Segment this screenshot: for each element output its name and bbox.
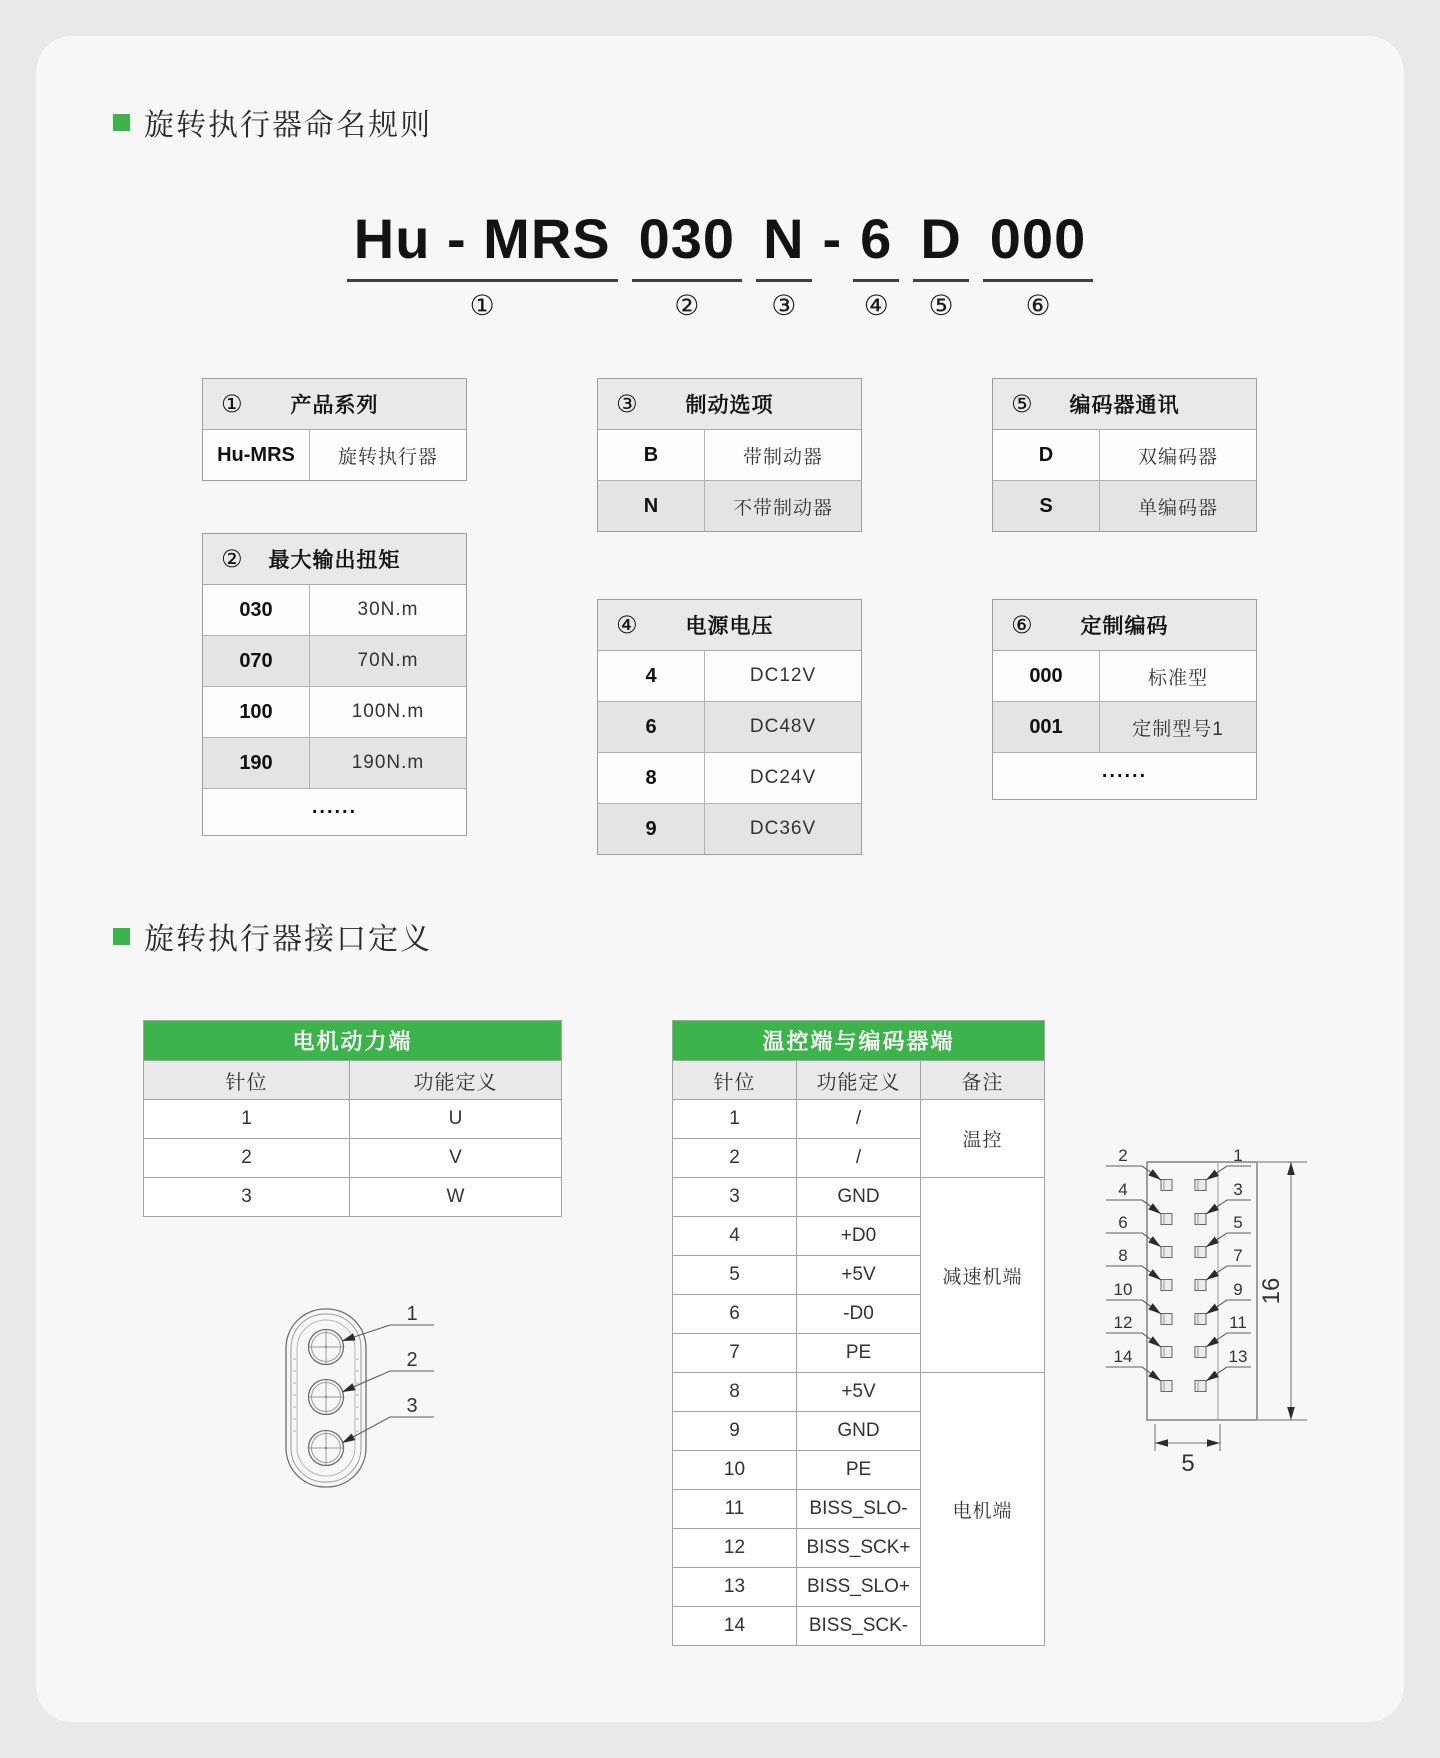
pin-squares — [1161, 1180, 1206, 1392]
func-cell: +5V — [797, 1256, 921, 1295]
model-segment-series: Hu - MRS ① — [354, 210, 611, 322]
desc-cell: DC36V — [749, 818, 817, 839]
pin-cell: 6 — [673, 1295, 797, 1334]
dim-height-label: 16 — [1258, 1277, 1285, 1305]
pin-label: 9 — [1233, 1280, 1243, 1299]
table-row — [203, 686, 466, 737]
segment-underline — [756, 279, 811, 282]
pin-cell: 1 — [673, 1100, 797, 1139]
naming-table-encoder-comm — [992, 378, 1257, 532]
model-segment-voltage: 6 ④ — [860, 210, 892, 322]
table-header — [993, 379, 1256, 430]
green-square-bullet-icon — [113, 114, 130, 131]
pin-cell: 14 — [673, 1607, 797, 1646]
func-cell: PE — [797, 1334, 921, 1373]
col-header-pin: 针位 — [673, 1061, 797, 1100]
func-cell: BISS_SCK+ — [797, 1529, 921, 1568]
left-pin-callouts — [1106, 1146, 1161, 1381]
pin-label: 4 — [1118, 1180, 1128, 1199]
code-cell: 001 — [993, 702, 1100, 752]
pin-3-socket — [309, 1431, 344, 1466]
desc-cell: 带制动器 — [742, 446, 823, 468]
circled-mark-2: ② — [674, 288, 700, 322]
desc-cell: 双编码器 — [1137, 446, 1218, 468]
pin-cell: 13 — [673, 1568, 797, 1607]
desc-cell: 30N.m — [357, 599, 419, 620]
table-row — [144, 1178, 562, 1217]
code-cell: 4 — [598, 651, 705, 701]
func-cell: BISS_SLO+ — [797, 1568, 921, 1607]
pin-cell: 5 — [673, 1256, 797, 1295]
table-row — [598, 430, 861, 480]
pin-label: 11 — [1229, 1313, 1247, 1332]
pin-label-1: 1 — [406, 1303, 418, 1325]
table-row — [598, 651, 861, 701]
table-row — [993, 480, 1256, 531]
pin-cell: 10 — [673, 1451, 797, 1490]
pin-cell: 7 — [673, 1334, 797, 1373]
code-cell: 8 — [598, 753, 705, 803]
circled-mark-3: ③ — [771, 288, 797, 322]
naming-table-supply-voltage — [597, 599, 862, 855]
desc-cell: 不带制动器 — [732, 497, 833, 519]
desc-cell: DC48V — [749, 716, 817, 737]
section-interface-header — [113, 918, 432, 954]
motor-power-table — [143, 1020, 562, 1217]
table-row — [144, 1139, 562, 1178]
ellipsis-row: ...... — [993, 752, 1256, 799]
model-segment-encoder: D ⑤ — [920, 210, 961, 322]
naming-table-custom-code — [992, 599, 1257, 800]
circled-mark: ② — [221, 545, 243, 573]
desc-cell: DC12V — [749, 665, 817, 686]
table-row — [203, 635, 466, 686]
code-cell: Hu-MRS — [203, 430, 310, 480]
model-code — [0, 207, 1440, 322]
pin-2-socket — [309, 1380, 344, 1415]
pin-label: 13 — [1228, 1347, 1248, 1366]
width-dimension — [1155, 1424, 1220, 1477]
table-row — [993, 651, 1256, 701]
circled-mark: ⑤ — [1011, 390, 1033, 418]
segment-underline — [632, 279, 742, 282]
code-cell: 190 — [203, 738, 310, 788]
group-note-reducer: 减速机端 — [921, 1178, 1045, 1373]
func-cell: V — [350, 1139, 562, 1178]
func-cell: / — [797, 1139, 921, 1178]
desc-cell: 190N.m — [351, 752, 425, 773]
pin-cell: 2 — [673, 1139, 797, 1178]
func-cell: +5V — [797, 1373, 921, 1412]
col-header-note: 备注 — [921, 1061, 1045, 1100]
code-cell: 6 — [598, 702, 705, 752]
func-cell: GND — [797, 1178, 921, 1217]
desc-cell: 定制型号1 — [1132, 718, 1224, 740]
pin-label: 8 — [1118, 1246, 1128, 1265]
col-header-func: 功能定义 — [797, 1061, 921, 1100]
pin-callouts — [342, 1303, 434, 1443]
model-segment-custom: 000 ⑥ — [990, 210, 1086, 322]
pin-label: 1 — [1233, 1146, 1243, 1165]
pin-cell: 12 — [673, 1529, 797, 1568]
pin-1-socket — [309, 1330, 344, 1365]
func-cell: / — [797, 1100, 921, 1139]
func-cell: BISS_SCK- — [797, 1607, 921, 1646]
table-header — [993, 600, 1256, 651]
col-header-pin: 针位 — [144, 1061, 350, 1100]
model-segment-torque: 030 ② — [639, 210, 735, 322]
group-note-thermal: 温控 — [921, 1100, 1045, 1178]
func-cell: BISS_SLO- — [797, 1490, 921, 1529]
func-cell: PE — [797, 1451, 921, 1490]
table-row — [203, 585, 466, 635]
desc-cell: 100N.m — [351, 701, 425, 722]
table-title: 电机动力端 — [144, 1021, 562, 1061]
table-title: 最大输出扭矩 — [268, 549, 401, 572]
pin-cell: 3 — [673, 1178, 797, 1217]
table-title: 电源电压 — [685, 615, 774, 638]
pin-cell: 11 — [673, 1490, 797, 1529]
circled-mark: ① — [221, 390, 243, 418]
table-row — [598, 752, 861, 803]
segment-underline — [853, 279, 899, 282]
circled-mark-5: ⑤ — [928, 288, 954, 322]
naming-table-max-torque — [202, 533, 467, 836]
naming-table-brake-option — [597, 378, 862, 532]
height-dimension — [1258, 1162, 1307, 1420]
table-row — [203, 737, 466, 788]
table-row — [993, 701, 1256, 752]
pin-cell: 8 — [673, 1373, 797, 1412]
pin-label: 10 — [1113, 1280, 1133, 1299]
code-cell: N — [598, 481, 705, 531]
right-pin-callouts — [1206, 1146, 1251, 1381]
table-row — [203, 430, 466, 480]
circled-mark-6: ⑥ — [1025, 288, 1051, 322]
pin-cell: 9 — [673, 1412, 797, 1451]
pin-label: 12 — [1113, 1313, 1133, 1332]
table-row — [993, 430, 1256, 480]
segment-underline — [913, 279, 968, 282]
table-header — [203, 379, 466, 430]
group-note-motor: 电机端 — [921, 1373, 1045, 1646]
code-cell: 030 — [203, 585, 310, 635]
desc-cell: DC24V — [749, 767, 817, 788]
pin-label: 14 — [1113, 1347, 1133, 1366]
pin-label: 7 — [1233, 1246, 1243, 1265]
model-segment-dash: - — [822, 207, 843, 270]
circled-mark: ⑥ — [1011, 611, 1033, 639]
desc-cell: 标准型 — [1147, 667, 1208, 689]
code-cell: B — [598, 430, 705, 480]
table-title: 编码器通讯 — [1069, 394, 1180, 417]
circled-mark: ③ — [616, 390, 638, 418]
func-cell: -D0 — [797, 1295, 921, 1334]
green-square-bullet-icon — [113, 928, 130, 945]
code-cell: 100 — [203, 687, 310, 737]
table-row — [598, 480, 861, 531]
pin-label: 5 — [1233, 1213, 1243, 1232]
pin-label: 3 — [1233, 1180, 1243, 1199]
segment-underline — [347, 279, 618, 282]
col-header-func: 功能定义 — [350, 1061, 562, 1100]
signal-connector-diagram — [975, 1135, 1340, 1480]
ellipsis-row: ...... — [203, 788, 466, 835]
pin-label-3: 3 — [406, 1395, 418, 1417]
pin-label: 6 — [1118, 1213, 1128, 1232]
code-cell: S — [993, 481, 1100, 531]
circled-mark-1: ① — [469, 288, 495, 322]
pin-cell: 3 — [144, 1178, 350, 1217]
table-row — [673, 1100, 1045, 1139]
code-cell: 9 — [598, 804, 705, 854]
circled-mark-4: ④ — [863, 288, 889, 322]
table-header — [598, 600, 861, 651]
section-title: 旋转执行器命名规则 — [144, 109, 432, 142]
segment-underline — [983, 279, 1093, 282]
table-row — [598, 803, 861, 854]
section-title: 旋转执行器接口定义 — [144, 923, 432, 956]
table-header — [598, 379, 861, 430]
circled-mark: ④ — [616, 611, 638, 639]
pin-label: 2 — [1118, 1146, 1128, 1165]
func-cell: U — [350, 1100, 562, 1139]
naming-table-product-series — [202, 378, 467, 481]
model-segment-brake: N ③ — [763, 210, 804, 322]
desc-cell: 70N.m — [357, 650, 419, 671]
pin-cell: 4 — [673, 1217, 797, 1256]
desc-cell: 旋转执行器 — [337, 446, 438, 468]
code-cell: 000 — [993, 651, 1100, 701]
table-title: 产品系列 — [290, 394, 379, 417]
table-title: 定制编码 — [1080, 615, 1169, 638]
desc-cell: 单编码器 — [1137, 497, 1218, 519]
table-header — [203, 534, 466, 585]
code-cell: 070 — [203, 636, 310, 686]
func-cell: W — [350, 1178, 562, 1217]
pin-cell: 2 — [144, 1139, 350, 1178]
pin-label-2: 2 — [406, 1349, 418, 1371]
section-naming-header — [113, 104, 432, 140]
table-title: 温控端与编码器端 — [673, 1021, 1045, 1061]
table-title: 制动选项 — [685, 394, 774, 417]
code-cell: D — [993, 430, 1100, 480]
table-row — [598, 701, 861, 752]
table-row — [144, 1100, 562, 1139]
power-connector-diagram — [240, 1285, 500, 1515]
dim-width-label: 5 — [1181, 1450, 1195, 1477]
pin-cell: 1 — [144, 1100, 350, 1139]
func-cell: GND — [797, 1412, 921, 1451]
func-cell: +D0 — [797, 1217, 921, 1256]
